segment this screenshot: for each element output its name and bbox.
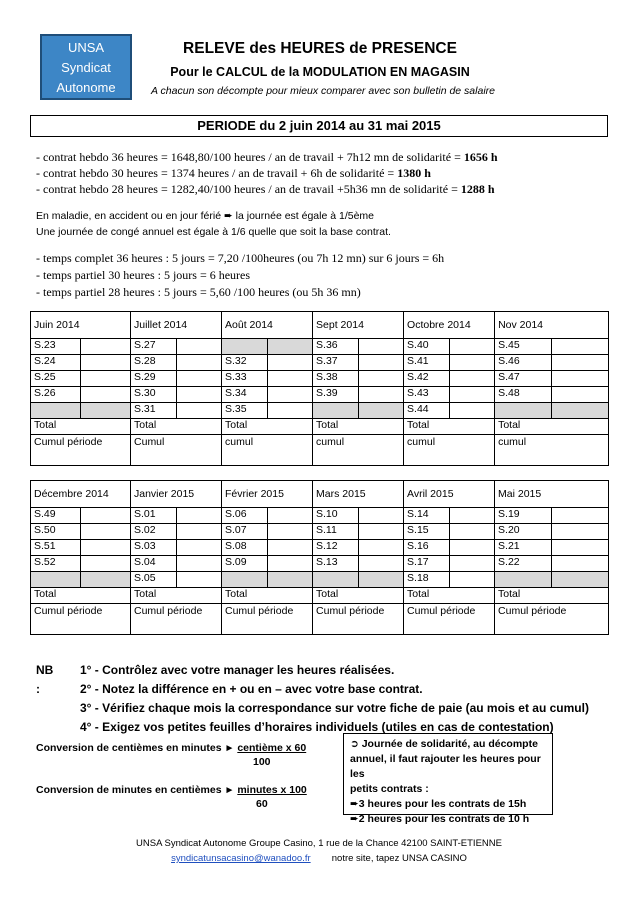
week-cell: S.25	[31, 371, 81, 387]
total-cell[interactable]: Total	[313, 588, 404, 604]
hours-input-cell[interactable]	[268, 403, 313, 419]
hours-input-cell[interactable]	[177, 355, 222, 371]
logo-line: UNSA	[67, 40, 105, 55]
hours-input-cell[interactable]	[268, 524, 313, 540]
hours-table-1	[30, 311, 609, 466]
hours-input-cell[interactable]	[552, 556, 609, 572]
hours-input-cell[interactable]	[450, 371, 495, 387]
week-cell: S.28	[131, 355, 177, 371]
hours-input-cell[interactable]	[81, 339, 131, 355]
contract-text: - contrat hebdo 36 heures = 1648,80/100 heures / an de travail + 7h12 mn de solidarité =	[36, 150, 464, 164]
week-cell: S.07	[222, 524, 268, 540]
month-header: Décembre 2014	[31, 481, 131, 508]
shaded-cell	[552, 403, 609, 419]
week-cell: S.51	[31, 540, 81, 556]
week-cell: S.42	[404, 371, 450, 387]
week-cell: S.34	[222, 387, 268, 403]
contract-line	[36, 150, 498, 165]
table-row	[31, 524, 609, 540]
hours-input-cell[interactable]	[359, 524, 404, 540]
nb-label: NB :	[36, 663, 54, 696]
month-header: Octobre 2014	[404, 312, 495, 339]
contract-line	[36, 182, 495, 197]
month-header: Juin 2014	[31, 312, 131, 339]
cumul-cell[interactable]: Cumul période	[222, 604, 313, 635]
week-cell: S.38	[313, 371, 359, 387]
total-cell[interactable]: Total	[495, 419, 609, 435]
unsa-logo	[40, 34, 132, 100]
hours-input-cell[interactable]	[359, 387, 404, 403]
contract-line	[36, 166, 431, 181]
conversion-divisor: 100	[253, 756, 271, 768]
shaded-cell	[31, 572, 81, 588]
table-row	[31, 371, 609, 387]
triangle-right-icon: ►	[224, 785, 235, 796]
week-cell: S.11	[313, 524, 359, 540]
hours-input-cell[interactable]	[450, 540, 495, 556]
hours-input-cell[interactable]	[268, 556, 313, 572]
month-header: Mars 2015	[313, 481, 404, 508]
hours-input-cell[interactable]	[450, 387, 495, 403]
table-row	[31, 403, 609, 419]
hours-table-2	[30, 480, 609, 635]
total-cell[interactable]: Total	[495, 588, 609, 604]
week-cell: S.24	[31, 355, 81, 371]
hours-input-cell[interactable]	[268, 540, 313, 556]
hours-input-cell[interactable]	[268, 371, 313, 387]
nb-item: 1° - Contrôlez avec votre manager les heures réalisées.	[80, 663, 395, 677]
month-header: Mai 2015	[495, 481, 609, 508]
week-cell: S.26	[31, 387, 81, 403]
week-cell: S.35	[222, 403, 268, 419]
cumul-cell[interactable]: cumul	[404, 435, 495, 466]
cumul-cell[interactable]: Cumul période	[404, 604, 495, 635]
week-cell: S.44	[404, 403, 450, 419]
page-tagline: A chacun son décompte pour mieux comparer avec son bulletin de salaire	[151, 85, 495, 97]
conversion-formula: minutes x 100	[237, 784, 307, 796]
hours-input-cell[interactable]	[359, 355, 404, 371]
page-subtitle: Pour le CALCUL de la MODULATION EN MAGASIN	[170, 65, 470, 79]
week-cell: S.13	[313, 556, 359, 572]
hours-input-cell[interactable]	[81, 371, 131, 387]
hours-input-cell[interactable]	[552, 540, 609, 556]
month-header: Avril 2015	[404, 481, 495, 508]
table-row	[31, 387, 609, 403]
hours-input-cell[interactable]	[359, 540, 404, 556]
hours-input-cell[interactable]	[359, 556, 404, 572]
hours-input-cell[interactable]	[177, 524, 222, 540]
week-cell: S.09	[222, 556, 268, 572]
hours-input-cell[interactable]	[177, 556, 222, 572]
hours-input-cell[interactable]	[450, 355, 495, 371]
hours-input-cell[interactable]	[450, 572, 495, 588]
week-cell: S.40	[404, 339, 450, 355]
week-cell: S.30	[131, 387, 177, 403]
cumul-row	[31, 435, 609, 466]
box-line: ➨2 heures pour les contrats de 10 h	[350, 813, 530, 825]
shaded-cell	[313, 403, 359, 419]
hours-input-cell[interactable]	[450, 556, 495, 572]
total-row	[31, 419, 609, 435]
hours-input-cell[interactable]	[359, 508, 404, 524]
total-cell[interactable]: Total	[131, 588, 222, 604]
week-cell: S.12	[313, 540, 359, 556]
hours-input-cell[interactable]	[450, 339, 495, 355]
week-cell: S.16	[404, 540, 450, 556]
box-line: ➨3 heures pour les contrats de 15h	[350, 798, 527, 810]
hours-input-cell[interactable]	[552, 508, 609, 524]
hours-input-cell[interactable]	[268, 387, 313, 403]
total-cell[interactable]: Total	[404, 588, 495, 604]
total-cell[interactable]: Total	[222, 419, 313, 435]
table-row	[31, 355, 609, 371]
week-cell: S.31	[131, 403, 177, 419]
week-cell: S.45	[495, 339, 552, 355]
contract-total: 1656 h	[463, 150, 498, 164]
total-cell[interactable]: Total	[131, 419, 222, 435]
week-cell: S.10	[313, 508, 359, 524]
month-header: Juillet 2014	[131, 312, 222, 339]
shaded-cell	[552, 572, 609, 588]
contract-text: - contrat hebdo 28 heures = 1282,40/100 heures / an de travail +5h36 mn de solidarité =	[36, 182, 461, 196]
total-cell[interactable]: Total	[31, 588, 131, 604]
schedule-line: - temps partiel 30 heures : 5 jours = 6 heures	[36, 268, 251, 282]
hours-input-cell[interactable]	[552, 524, 609, 540]
footer-contact	[0, 853, 638, 864]
shaded-cell	[268, 339, 313, 355]
month-header: Février 2015	[222, 481, 313, 508]
hours-input-cell[interactable]	[177, 371, 222, 387]
week-cell: S.33	[222, 371, 268, 387]
hours-input-cell[interactable]	[177, 540, 222, 556]
table-header-row	[31, 481, 609, 508]
week-cell: S.22	[495, 556, 552, 572]
week-cell: S.39	[313, 387, 359, 403]
week-cell: S.05	[131, 572, 177, 588]
hours-input-cell[interactable]	[177, 508, 222, 524]
hours-input-cell[interactable]	[177, 403, 222, 419]
solidarity-note-box	[343, 733, 553, 825]
total-cell[interactable]: Total	[313, 419, 404, 435]
cumul-cell[interactable]: cumul	[495, 435, 609, 466]
schedule-line: - temps complet 36 heures : 5 jours = 7,20 /100heures (ou 7h 12 mn) sur 6 jours = 6h	[36, 251, 445, 265]
hours-input-cell[interactable]	[552, 339, 609, 355]
week-cell: S.14	[404, 508, 450, 524]
week-cell: S.32	[222, 355, 268, 371]
week-cell: S.06	[222, 508, 268, 524]
nb-item: 4° - Exigez vos petites feuilles d’horaires individuels (utiles en cas de contestation)	[80, 720, 554, 734]
cumul-cell[interactable]: Cumul période	[31, 604, 131, 635]
box-line: annuel, il faut rajouter les heures pour les	[350, 753, 541, 780]
week-cell: S.18	[404, 572, 450, 588]
hours-input-cell[interactable]	[177, 387, 222, 403]
shaded-cell	[81, 403, 131, 419]
table-row	[31, 556, 609, 572]
nb-item: 3° - Vérifiez chaque mois la correspondance sur votre fiche de paie (au mois et au cumul)	[80, 701, 589, 715]
period-banner: PERIODE du 2 juin 2014 au 31 mai 2015	[30, 115, 608, 137]
hours-input-cell[interactable]	[81, 540, 131, 556]
week-cell: S.03	[131, 540, 177, 556]
table-row	[31, 540, 609, 556]
week-cell: S.37	[313, 355, 359, 371]
week-cell: S.01	[131, 508, 177, 524]
week-cell: S.49	[31, 508, 81, 524]
hours-input-cell[interactable]	[450, 508, 495, 524]
shaded-cell	[495, 403, 552, 419]
conversion-line-2	[36, 784, 307, 796]
page-title: RELEVE des HEURES de PRESENCE	[183, 40, 457, 57]
hours-input-cell[interactable]	[81, 556, 131, 572]
shaded-cell	[222, 572, 268, 588]
nb-item: 2° - Notez la différence en + ou en – avec votre base contrat.	[80, 682, 423, 696]
hours-input-cell[interactable]	[81, 524, 131, 540]
week-cell: S.23	[31, 339, 81, 355]
conversion-label: Conversion de minutes en centièmes	[36, 784, 222, 796]
shaded-cell	[359, 403, 404, 419]
week-cell: S.46	[495, 355, 552, 371]
contract-text: - contrat hebdo 30 heures = 1374 heures / an de travail + 6h de solidarité =	[36, 166, 398, 180]
note-line: Une journée de congé annuel est égale à 1/6 quelle que soit la base contrat.	[36, 226, 391, 238]
hours-input-cell[interactable]	[268, 355, 313, 371]
month-header: Août 2014	[222, 312, 313, 339]
shaded-cell	[31, 403, 81, 419]
email-link[interactable]: syndicatunsacasino@wanadoo.fr	[171, 853, 311, 864]
table-row	[31, 508, 609, 524]
total-cell[interactable]: Total	[31, 419, 131, 435]
conversion-label: Conversion de centièmes en minutes	[36, 742, 222, 754]
week-cell: S.47	[495, 371, 552, 387]
contract-total: 1380 h	[397, 166, 431, 180]
week-cell: S.19	[495, 508, 552, 524]
week-cell: S.17	[404, 556, 450, 572]
site-text: notre site, tapez UNSA CASINO	[331, 853, 467, 864]
shaded-cell	[81, 572, 131, 588]
week-cell: S.27	[131, 339, 177, 355]
month-header: Nov 2014	[495, 312, 609, 339]
hours-input-cell[interactable]	[450, 403, 495, 419]
hours-input-cell[interactable]	[359, 371, 404, 387]
total-cell[interactable]: Total	[222, 588, 313, 604]
hours-input-cell[interactable]	[81, 355, 131, 371]
cumul-row	[31, 604, 609, 635]
schedule-line: - temps partiel 28 heures : 5 jours = 5,60 /100 heures (ou 5h 36 mn)	[36, 285, 361, 299]
table-header-row	[31, 312, 609, 339]
week-cell: S.21	[495, 540, 552, 556]
cumul-cell[interactable]: cumul	[222, 435, 313, 466]
hours-input-cell[interactable]	[81, 387, 131, 403]
conversion-divisor: 60	[256, 798, 268, 810]
box-line: ➲ Journée de solidarité, au décompte	[350, 738, 538, 750]
shaded-cell	[313, 572, 359, 588]
footer-address: UNSA Syndicat Autonome Groupe Casino, 1 rue de la Chance 42100 SAINT-ETIENNE	[136, 838, 502, 849]
note-line: En maladie, en accident ou en jour férié ➨ la journée est égale à 1/5ème	[36, 210, 375, 222]
hours-input-cell[interactable]	[268, 508, 313, 524]
hours-input-cell[interactable]	[359, 339, 404, 355]
hours-input-cell[interactable]	[552, 371, 609, 387]
shaded-cell	[359, 572, 404, 588]
hours-input-cell[interactable]	[177, 339, 222, 355]
cumul-cell[interactable]: Cumul période	[313, 604, 404, 635]
total-cell[interactable]: Total	[404, 419, 495, 435]
week-cell: S.41	[404, 355, 450, 371]
hours-input-cell[interactable]	[177, 572, 222, 588]
week-cell: S.15	[404, 524, 450, 540]
week-cell: S.52	[31, 556, 81, 572]
hours-input-cell[interactable]	[81, 508, 131, 524]
shaded-cell	[222, 339, 268, 355]
conversion-line-1	[36, 742, 306, 754]
shaded-cell	[495, 572, 552, 588]
week-cell: S.02	[131, 524, 177, 540]
month-header: Janvier 2015	[131, 481, 222, 508]
hours-input-cell[interactable]	[552, 355, 609, 371]
cumul-cell[interactable]: Cumul période	[495, 604, 609, 635]
cumul-cell[interactable]: Cumul période	[131, 604, 222, 635]
month-header: Sept 2014	[313, 312, 404, 339]
triangle-right-icon: ►	[224, 743, 235, 754]
logo-line: Autonome	[56, 80, 116, 95]
cumul-cell[interactable]: Cumul	[131, 435, 222, 466]
conversion-formula: centième x 60	[237, 742, 307, 754]
week-cell: S.20	[495, 524, 552, 540]
table-row	[31, 572, 609, 588]
contract-total: 1288 h	[460, 182, 495, 196]
week-cell: S.50	[31, 524, 81, 540]
week-cell: S.43	[404, 387, 450, 403]
hours-input-cell[interactable]	[552, 387, 609, 403]
shaded-cell	[268, 572, 313, 588]
table-row	[31, 339, 609, 355]
week-cell: S.29	[131, 371, 177, 387]
week-cell: S.48	[495, 387, 552, 403]
week-cell: S.04	[131, 556, 177, 572]
box-line: petits contrats :	[350, 783, 429, 795]
logo-line: Syndicat	[61, 60, 111, 75]
cumul-cell[interactable]: Cumul période	[31, 435, 131, 466]
hours-input-cell[interactable]	[450, 524, 495, 540]
cumul-cell[interactable]: cumul	[313, 435, 404, 466]
week-cell: S.36	[313, 339, 359, 355]
week-cell: S.08	[222, 540, 268, 556]
total-row	[31, 588, 609, 604]
